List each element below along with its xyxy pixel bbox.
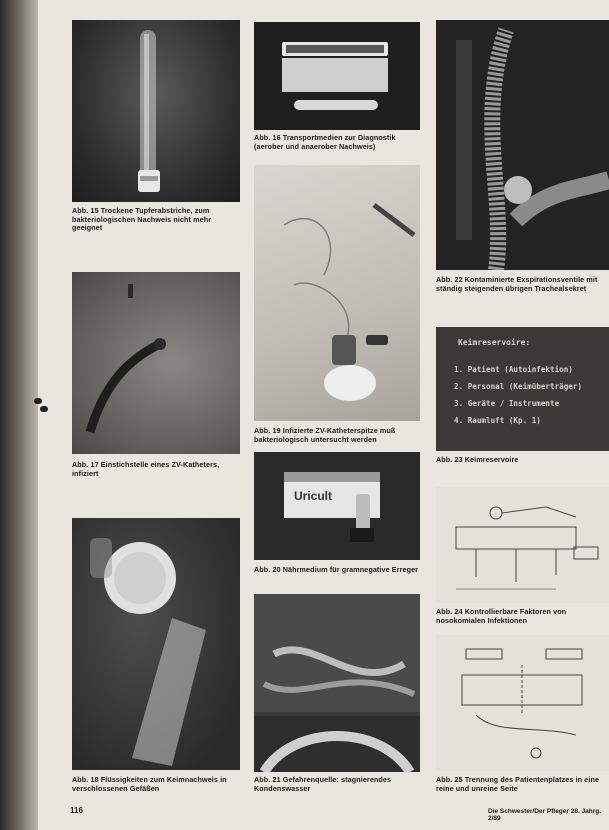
caption-abb22: Abb. 22 Kontaminierte Exspirationsventile mit ständig steigenden übrigen Trachealsekret <box>436 275 598 293</box>
photo-culture-medium-box <box>254 452 420 560</box>
journal-footer: Die Schwester/Der Pfleger 28. Jahrg. 2/89 <box>488 808 602 822</box>
caption-abb18: Abb. 18 Flüssigkeiten zum Keimnachweis in verschlossenen Gefäßen <box>72 775 227 793</box>
list-item: 1. Patient (Autoinfektion) <box>454 365 573 374</box>
binding-mark <box>40 406 48 412</box>
photo-dry-swab-tube <box>72 20 240 202</box>
diagram-patient-bed-sides <box>436 635 609 771</box>
photo-condensation-tubing <box>254 594 420 772</box>
caption-abb25: Abb. 25 Trennung des Patientenplatzes in eine reine und unreine Seite <box>436 775 600 793</box>
caption-abb20: Abb. 20 Nährmedium für gramnegative Erreger <box>254 565 419 574</box>
slide-title: Keimreservoire: <box>458 338 531 347</box>
photo-catheter-tip-cutting <box>254 165 420 421</box>
diagram-infection-factors <box>436 487 609 603</box>
caption-abb15: Abb. 15 Trockene Tupferabstriche, zum bakteriologischen Nachweis nicht mehr geeignet <box>72 206 212 233</box>
photo-expiration-valve <box>436 20 609 270</box>
photo-infected-catheter-site <box>72 272 240 454</box>
uricult-box-label: Uricult <box>294 489 333 503</box>
caption-abb19: Abb. 19 Infizierte ZV-Katheterspitze muß bakteriologisch untersucht werden <box>254 426 396 444</box>
page-number: 116 <box>70 806 83 815</box>
caption-abb17: Abb. 17 Einstichstelle eines ZV-Katheters, infiziert <box>72 460 220 478</box>
photo-transport-media <box>254 22 420 130</box>
keimreservoire-list <box>454 338 609 433</box>
list-item: 3. Geräte / Instrumente <box>454 399 560 408</box>
page-binding-shadow <box>0 0 38 830</box>
caption-abb16: Abb. 16 Transportmedien zur Diagnostik (aerober und anaerober Nachweis) <box>254 133 396 151</box>
caption-abb24: Abb. 24 Kontrollierbare Faktoren von nosokomialen Infektionen <box>436 607 567 625</box>
photo-fluid-containers <box>72 518 240 770</box>
list-item: 2. Personal (Keimüberträger) <box>454 382 583 391</box>
list-item: 4. Raumluft (Kp. 1) <box>454 416 541 425</box>
caption-abb21: Abb. 21 Gefahrenquelle: stagnierendes Kondenswasser <box>254 775 392 793</box>
caption-abb23: Abb. 23 Keimreservoire <box>436 455 519 464</box>
binding-mark <box>34 398 42 404</box>
